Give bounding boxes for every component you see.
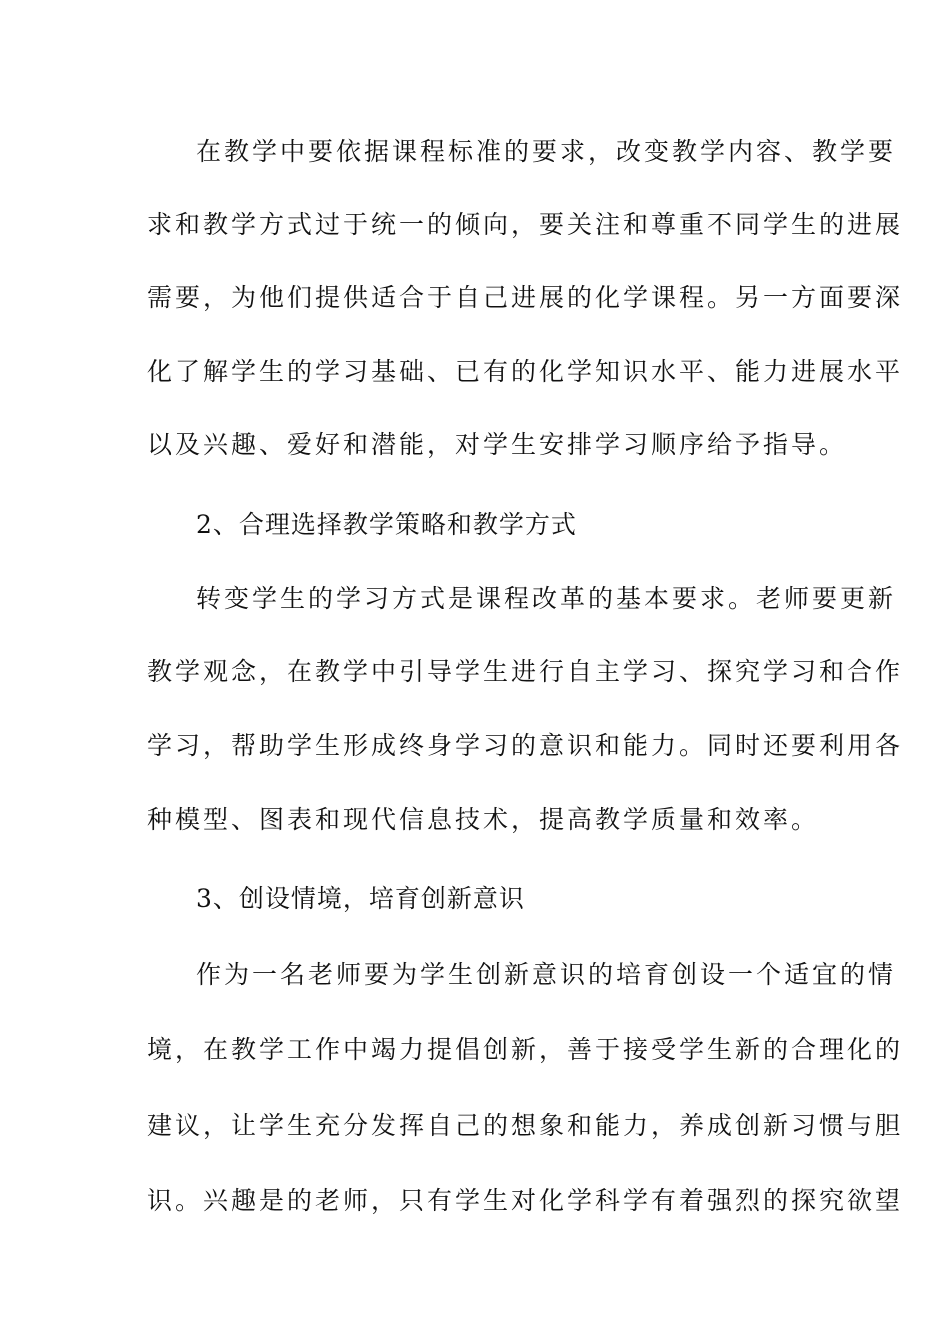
paragraph-3-line-2: 境，在教学工作中竭力提倡创新，善于接受学生新的合理化的 [147,1035,904,1064]
paragraph-2-line-4: 种模型、图表和现代信息技术，提高教学质量和效率。 [147,805,820,834]
section-heading-2: 2、合理选择教学策略和教学方式 [196,510,577,539]
paragraph-1-line-2: 求和教学方式过于统一的倾向，要关注和尊重不同学生的进展 [147,210,904,239]
paragraph-1-line-4: 化了解学生的学习基础、已有的化学知识水平、能力进展水平 [147,357,904,386]
paragraph-3-line-4: 识。兴趣是的老师，只有学生对化学科学有着强烈的探究欲望 [147,1186,904,1215]
paragraph-2-line-1: 转变学生的学习方式是课程改革的基本要求。老师要更新 [196,584,897,613]
paragraph-1-line-1: 在教学中要依据课程标准的要求，改变教学内容、教学要 [196,137,897,166]
paragraph-2-line-3: 学习，帮助学生形成终身学习的意识和能力。同时还要利用各 [147,731,904,760]
paragraph-3-line-3: 建议，让学生充分发挥自己的想象和能力，养成创新习惯与胆 [147,1111,904,1140]
section-heading-3: 3、创设情境，培育创新意识 [196,884,525,913]
paragraph-1-line-5: 以及兴趣、爱好和潜能，对学生安排学习顺序给予指导。 [147,430,848,459]
paragraph-2-line-2: 教学观念，在教学中引导学生进行自主学习、探究学习和合作 [147,657,904,686]
paragraph-3-line-1: 作为一名老师要为学生创新意识的培育创设一个适宜的情 [196,960,897,989]
paragraph-1-line-3: 需要，为他们提供适合于自己进展的化学课程。另一方面要深 [147,283,904,312]
